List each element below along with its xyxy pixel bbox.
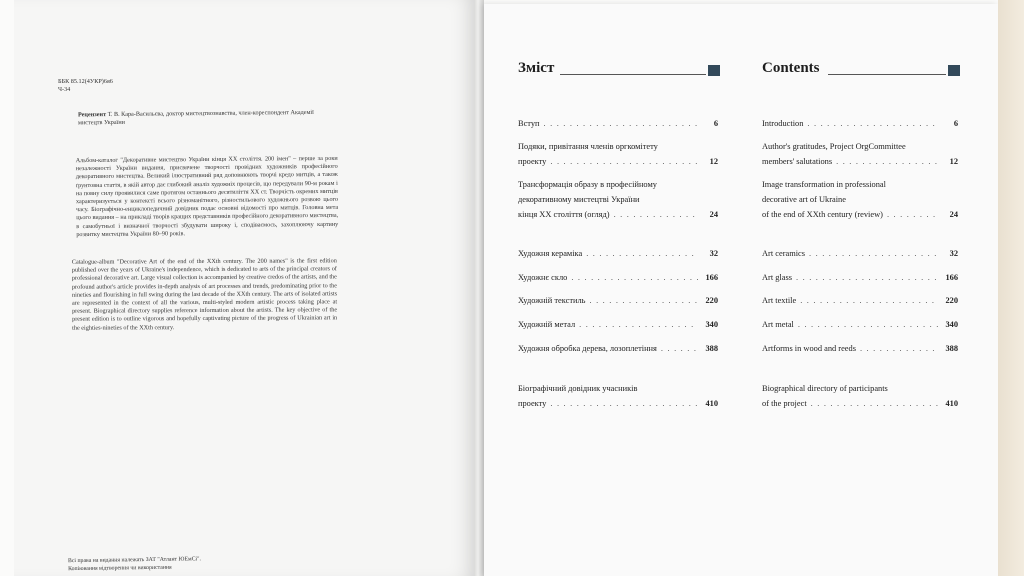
toc-heading-english: Contents [762,60,820,76]
toc-entry [762,381,958,411]
annotation-english: Catalogue-album "Decorative Art of the end of the XXth century. The 200 names" is the first edition published over the years of Ukraine's independence, which is dedicated to arts of the principal creators of professional decorative art. Large visual collection is accompanied by creative credos of the artists, and the profound author's article provides in-depth analysis of art processes and trends, predominating prior to the nineties and flourishing in full swing during the last decade of the XXth century. The arts of isolated artists are represented in the context of all the various, multi-styled modern artistic process taking place at present. Biographical directory supplies reference information about the artists. The key objective of the present edition is to outline vigorous and hopefully captivating picture of the progress of Ukrainian art in the eighties-nineties of the XXth century. [71,257,338,332]
toc-entry-title: of the project [762,399,807,408]
dot-leader [809,246,938,261]
toc-entry-title: Introduction [762,119,804,128]
toc-entry-line [762,154,958,169]
toc-entry-line [762,139,958,154]
reviewer-note [78,109,336,128]
dot-leader [796,270,938,285]
dot-leader [798,317,938,332]
catalog-code [58,78,113,94]
dot-leader [579,317,698,332]
toc-entry-line [762,116,958,131]
toc-entry-line [518,116,718,131]
toc-entry [518,381,718,411]
dot-leader [586,246,698,261]
toc-entry [518,293,718,308]
dot-leader [571,270,698,285]
toc-entry-line [518,396,718,411]
toc-entry-title: Biographical directory of participants [762,384,888,393]
toc-entry-title: Art metal [762,320,794,329]
toc-entry [518,139,718,169]
toc-entry-title: Художній метал [518,320,576,329]
heading-square-icon [708,65,720,76]
toc-page-number: 410 [705,399,718,408]
reviewer-text: Т. В. Кара-Васильєва, доктор мистецтвознавства, член-кореспондент Академії мистецтв України [78,108,314,127]
dot-leader [614,207,698,222]
heading-rule [828,74,946,75]
toc-entry [518,341,718,356]
page-edge [998,0,1024,576]
toc-entry-line [762,192,958,207]
toc-entry [518,270,718,285]
toc-entry-title: кінця XX століття (огляд) [518,210,610,219]
heading-square-icon [948,65,960,76]
dot-leader [550,396,698,411]
dot-leader [860,341,938,356]
toc-entry [518,177,718,222]
toc-page-number: 340 [945,320,958,329]
dot-leader [811,396,938,411]
toc-entry-title: Art textile [762,296,797,305]
book-gutter [474,0,484,576]
toc-entry-title: Художня кераміка [518,249,583,258]
toc-entry-line [762,270,958,285]
toc-page-number: 166 [945,273,958,282]
toc-entry-line [518,246,718,261]
toc-page-number: 6 [713,119,718,128]
dot-leader [836,154,938,169]
toc-page-number: 32 [709,249,718,258]
toc-entry-line [518,381,718,396]
toc-entry-line [518,293,718,308]
toc-page-number: 388 [705,344,718,353]
dot-leader [550,154,698,169]
toc-entry [762,116,958,131]
toc-page-number: 12 [709,157,718,166]
toc-entry [762,177,958,222]
dot-leader [807,116,938,131]
toc-entry [518,317,718,332]
toc-page-number: 166 [705,273,718,282]
toc-entry-title: Вступ [518,119,540,128]
right-page [484,4,998,576]
toc-entry [518,116,718,131]
toc-entry-title: Artforms in wood and reeds [762,344,856,353]
catalog-code-line: Ч-34 [58,86,71,94]
catalog-code-line: ББК 85.12(4УКР)6я6 [58,78,113,85]
toc-entry-line [762,341,958,356]
toc-entry-line [518,177,718,192]
toc-entry [518,246,718,261]
heading-rule [560,74,706,75]
toc-entry [762,317,958,332]
toc-entry [762,341,958,356]
toc-entry-line [518,317,718,332]
toc-page-number: 24 [949,210,958,219]
toc-entry [762,246,958,261]
dot-leader [589,293,698,308]
toc-entry-title: Художній текстиль [518,296,586,305]
toc-entry-line [518,192,718,207]
reviewer-label: Рецензент [77,111,107,119]
toc-entry [762,270,958,285]
toc-entry-title: Art ceramics [762,249,806,258]
dot-leader [661,341,698,356]
toc-page-number: 32 [949,249,958,258]
annotation-ukrainian: Альбом-каталог "Декоративне мистецтво України кінця XX століття. 200 імен" – перше за роки незалежності України видання, присвячене творчості провідних художників професійного декоративного мистецтва. Великий ілюстративний ряд доповнюють творчі кредо митців, а також ґрунтовна стаття, в якій автор дає глибокий аналіз художніх процесів, що передували 90-м рокам і на повну силу проявилися саме протягом останнього десятиліття XX ст. Творчість окремих митців характеризується у контексті всього різноманітного, різностильового художнього розвою цього часу. Біографічно-енциклопедичний довідник подає основні відомості про митців. Головна мета цього видання – на прикладі творів кращих представників професійного декоративного мистецтва, в самобутньої і визначної творчості збудувати широку і, сподіваємось, захоплюючу картину розвитку мистецтва України 80–90 років. [75,154,339,238]
toc-entry-line [518,207,718,222]
toc-entry-line [518,139,718,154]
dot-leader [544,116,698,131]
toc-entry-title: of the end of XXth century (review) [762,210,883,219]
toc-page-number: 410 [945,399,958,408]
toc-entry-line [518,270,718,285]
toc-entry-line [762,293,958,308]
toc-entry-line [762,207,958,222]
toc-entry-title: decorative art of Ukraine [762,195,846,204]
toc-entry-title: проекту [518,157,547,166]
toc-entry-title: Art glass [762,273,793,282]
toc-entry [762,139,958,169]
toc-page-number: 6 [953,119,958,128]
toc-entry-line [762,177,958,192]
toc-entry [762,293,958,308]
copyright-footer: Всі права на видання належать ЗАТ "Атлант ЮЕмСі". Копіювання відтворення чи використання [67,556,202,572]
toc-entry-title: Художнє скло [518,273,568,282]
toc-page-number: 24 [709,210,718,219]
toc-entry-line [762,381,958,396]
toc-entry-title: Image transformation in professional [762,180,886,189]
toc-entry-line [762,317,958,332]
dot-leader [887,207,938,222]
toc-entry-title: members' salutations [762,157,833,166]
toc-entry-line [762,396,958,411]
toc-entry-title: Трансформація образу в професійному [518,180,657,189]
toc-entry-title: Біографічний довідник учасників [518,384,638,393]
toc-entry-title: Author's gratitudes, Project OrgCommittee [762,142,906,151]
toc-entry-title: декоративному мистецтві України [518,195,640,204]
dot-leader [800,293,938,308]
toc-page-number: 220 [705,296,718,305]
toc-entry-line [518,154,718,169]
toc-page-number: 220 [945,296,958,305]
toc-page-number: 340 [705,320,718,329]
toc-entry-line [762,246,958,261]
toc-page-number: 12 [949,157,958,166]
toc-entry-title: Художня обробка дерева, лозоплетіння [518,344,657,353]
toc-page-number: 388 [945,344,958,353]
toc-entry-line [518,341,718,356]
toc-heading-ukrainian: Зміст [518,60,555,76]
toc-entry-title: проекту [518,399,547,408]
toc-entry-title: Подяки, привітання членів оргкомітету [518,142,658,151]
